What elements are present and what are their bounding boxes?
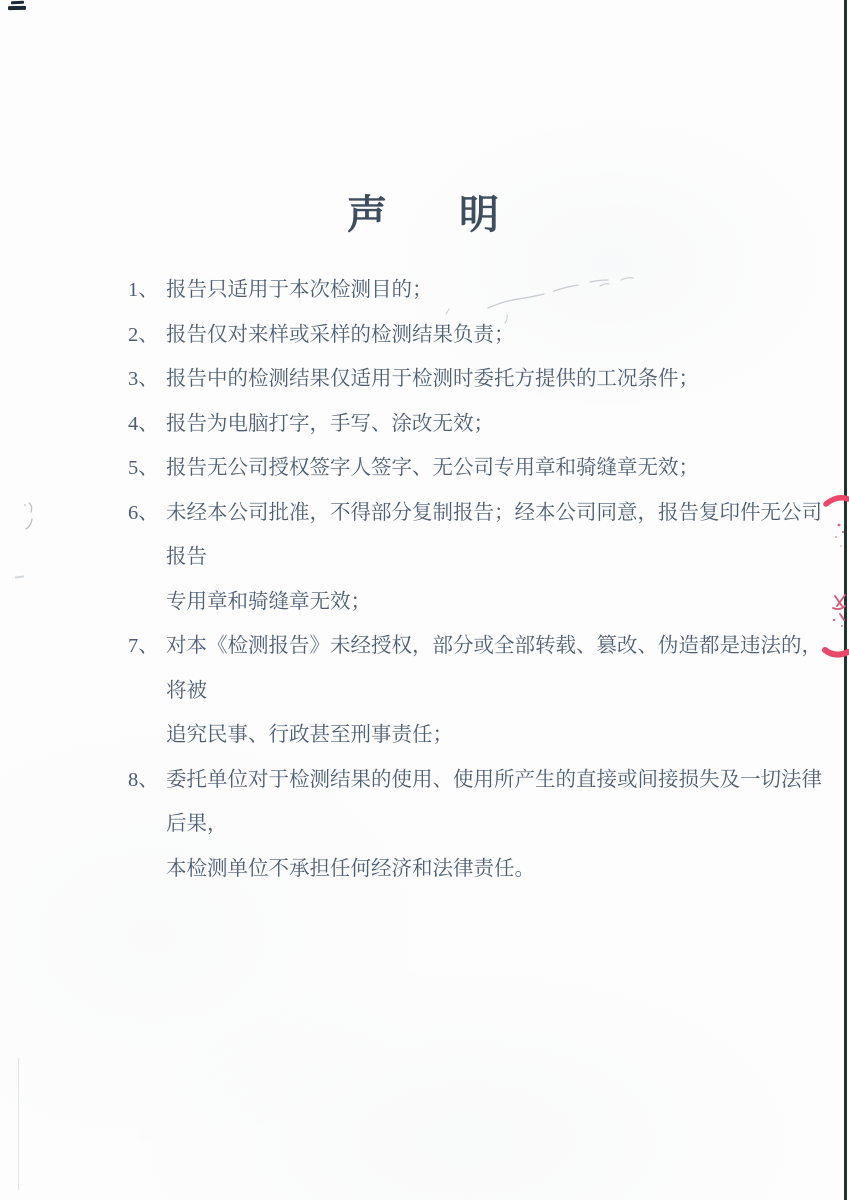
item-text: 报告为电脑打字，手写、涂改无效；: [166, 412, 494, 435]
pencil-scribble: [440, 272, 660, 329]
item-text: 报告只适用于本次检测目的；: [166, 279, 433, 301]
statement-item-4: [128, 402, 828, 447]
item-number: 4、: [128, 412, 159, 435]
statement-item-6: [128, 491, 828, 625]
statement-item-8: [128, 758, 828, 892]
item-text: 委托单位对于检测结果的使用、使用所产生的直接或间接损失及一切法律后果，: [166, 768, 822, 835]
item-text: 追究民事、行政甚至刑事责任；: [166, 724, 453, 746]
corner-mark: [11, 1, 24, 4]
fold-crease-line: [18, 1058, 19, 1190]
item-number: 1、: [128, 279, 159, 301]
item-number: 8、: [128, 768, 159, 791]
item-number: 7、: [128, 635, 159, 657]
item-text: 报告仅对来样或采样的检测结果负责；: [166, 323, 515, 346]
margin-pen-marks: [14, 495, 48, 548]
statement-item-3: [128, 357, 828, 402]
smudge-mark: [15, 575, 24, 578]
item-text: 报告无公司授权签字人签字、无公司专用章和骑缝章无效；: [166, 457, 699, 479]
item-text: 本检测单位不承担任何经济和法律责任。: [166, 857, 535, 880]
item-number: 2、: [128, 323, 159, 346]
statement-item-5: [128, 446, 828, 491]
item-number: 5、: [128, 457, 159, 479]
corner-mark: [8, 6, 26, 10]
item-text: 专用章和骑缝章无效；: [166, 590, 371, 613]
statement-list: [128, 268, 828, 891]
page-title: 声 明: [347, 192, 502, 237]
item-text: 对本《检测报告》未经授权，部分或全部转载、篡改、伪造都是违法的，将被: [166, 635, 822, 702]
statement-item-7: [128, 624, 828, 758]
item-text: 报告中的检测结果仅适用于检测时委托方提供的工况条件；: [166, 368, 699, 390]
item-number: 3、: [128, 368, 159, 390]
item-text: 未经本公司批准，不得部分复制报告；经本公司同意，报告复印件无公司报告: [166, 501, 822, 568]
item-number: 6、: [128, 501, 159, 524]
stamp-bleed-mark: [820, 480, 849, 680]
